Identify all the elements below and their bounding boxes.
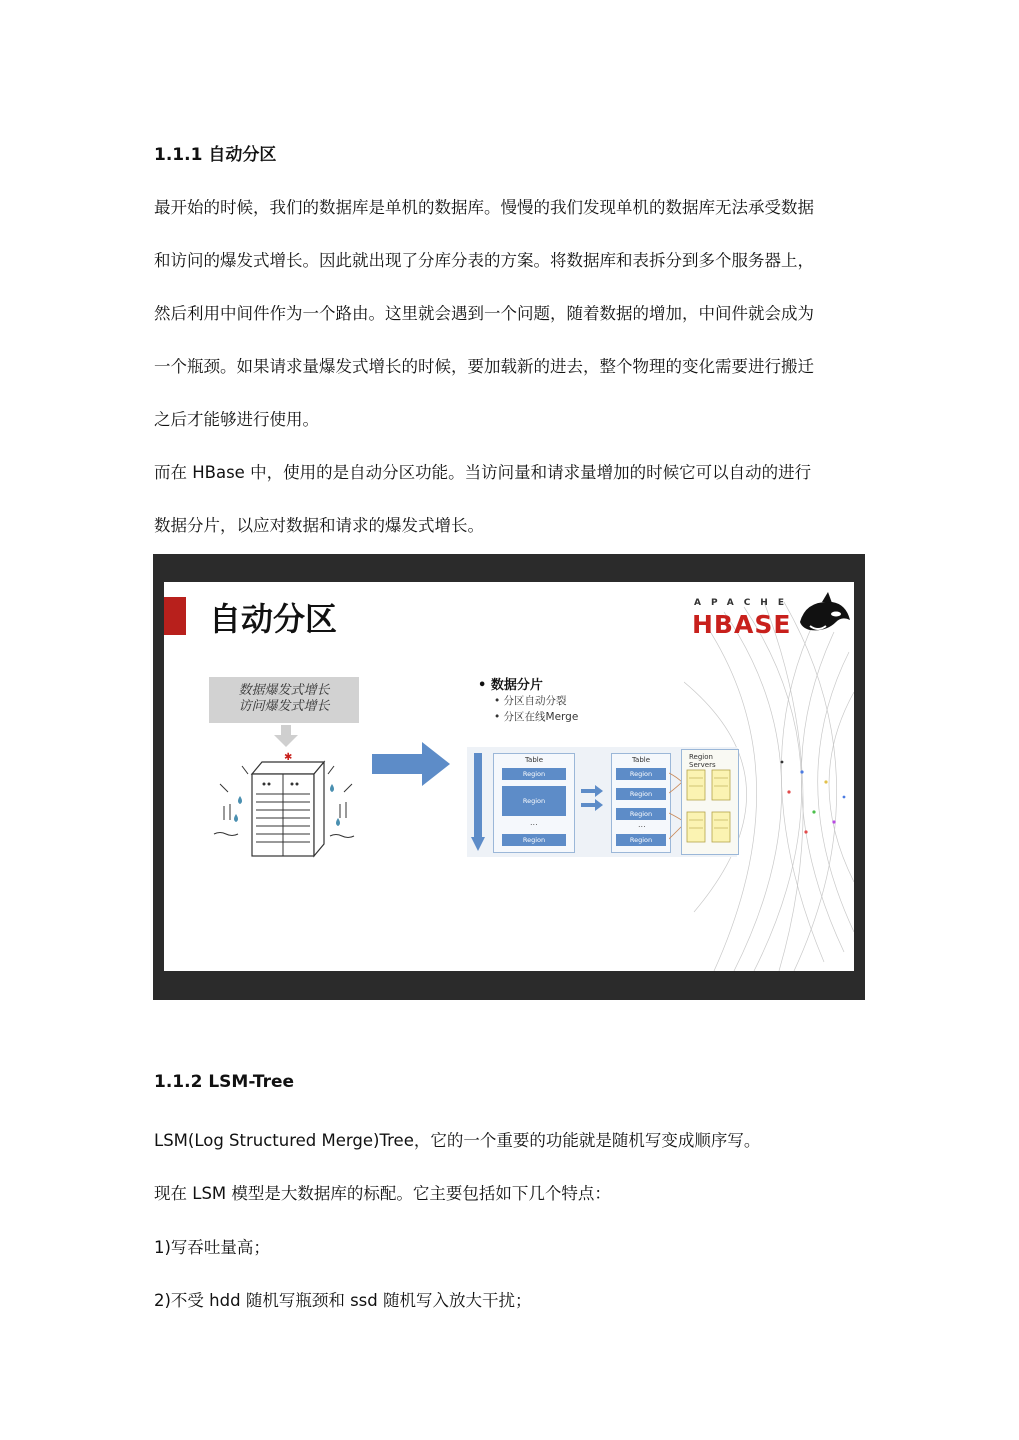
- slide-bullets: [478, 674, 578, 725]
- paragraph-line: 而在 HBase 中，使用的是自动分区功能。当访问量和请求量增加的时候它可以自动的进行: [154, 463, 812, 482]
- paragraph-line: 1)写吞吐量高；: [154, 1238, 270, 1257]
- table-after: [611, 753, 671, 853]
- slide-title: 自动分区: [209, 600, 338, 638]
- region-box: Region: [502, 768, 566, 780]
- table-header: Table: [524, 756, 544, 764]
- slide-accent-bar: [164, 597, 186, 635]
- bullet-auto-split: • 分区自动分裂: [494, 695, 567, 707]
- apache-hbase-logo: [692, 592, 852, 642]
- paragraph-line: 然后利用中间件作为一个路由。这里就会遇到一个问题，随着数据的增加，中间件就会成为: [154, 304, 814, 323]
- banner-line-2: 访问爆发式增长: [238, 699, 330, 714]
- paragraph-line: 现在 LSM 模型是大数据库的标配。它主要包括如下几个特点：: [154, 1184, 611, 1203]
- ellipsis: ...: [530, 818, 538, 827]
- paragraph-line: 数据分片，以应对数据和请求的爆发式增长。: [154, 516, 484, 535]
- ellipsis: ...: [638, 820, 646, 829]
- logo-apache-text: APACHE: [694, 598, 794, 608]
- section-heading-lsm-tree: 1.1.2 LSM-Tree: [154, 1072, 295, 1092]
- server-rack-icon: [684, 766, 736, 852]
- right-arrow-icon: [372, 742, 452, 786]
- paragraph-line: 最开始的时候，我们的数据库是单机的数据库。慢慢的我们发现单机的数据库无法承受数据: [154, 198, 814, 217]
- region-servers-box: [681, 749, 739, 855]
- region-servers-title: Region Servers: [689, 753, 716, 769]
- table-before: [493, 753, 575, 853]
- region-box: Region: [616, 788, 666, 800]
- orca-icon: [796, 592, 852, 638]
- auto-partition-slide-image: [153, 554, 865, 1000]
- region-box: Region: [616, 834, 666, 846]
- vertical-arrow-icon: [471, 753, 485, 853]
- region-box: Region: [616, 808, 666, 820]
- region-diagram: [467, 747, 737, 857]
- section-heading-auto-partition: 1.1.1 自动分区: [154, 145, 277, 165]
- growth-banner: [209, 677, 359, 723]
- paragraph-line: 和访问的爆发式增长。因此就出现了分库分表的方案。将数据库和表拆分到多个服务器上，: [154, 251, 814, 270]
- region-box: Region: [502, 786, 566, 816]
- split-arrows-icon: [581, 783, 605, 813]
- paragraph-line: 一个瓶颈。如果请求量爆发式增长的时候，要加载新的进去，整个物理的变化需要进行搬迁: [154, 357, 814, 376]
- table-header: Table: [631, 756, 651, 764]
- bullet-data-sharding: • 数据分片: [478, 678, 543, 693]
- paragraph-line: LSM(Log Structured Merge)Tree，它的一个重要的功能就是随机写变成顺序写。: [154, 1131, 761, 1150]
- region-box: Region: [616, 768, 666, 780]
- bullet-online-merge: • 分区在线Merge: [494, 711, 579, 723]
- svg-text:✱: ✱: [284, 752, 293, 763]
- slide-canvas: [164, 582, 854, 971]
- paragraph-line: 2)不受 hdd 随机写瓶颈和 ssd 随机写入放大干扰；: [154, 1291, 532, 1310]
- logo-hbase-text: HBASE: [692, 610, 792, 639]
- overloaded-server-icon: [212, 744, 362, 859]
- region-box: Region: [502, 834, 566, 846]
- paragraph-line: 之后才能够进行使用。: [154, 410, 319, 429]
- banner-line-1: 数据爆发式增长: [238, 683, 330, 698]
